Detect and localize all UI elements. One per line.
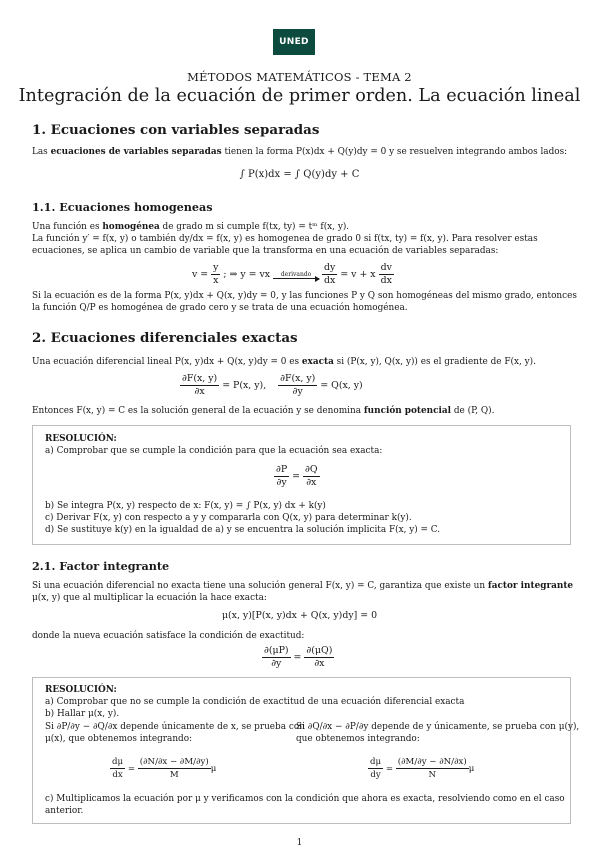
mu-x-equation: $\frac{d\mu}{dx}$ = $\frac{(\partial N/\partial x - \partial M/\partial y)}{M}$ μ [112, 757, 217, 780]
factor-step-c-2: anterior. [45, 806, 84, 816]
separated-variables-equation: ∫ P(x)dx = ∫ Q(y)dy + C [239, 169, 360, 180]
exactness-condition: $\frac{\partial P}{\partial y}$ = $\frac{\partial Q}{\partial x}$ [276, 464, 318, 488]
exact-definition: Una ecuación diferencial lineal P(x, y)dx + Q(x, y)dy = 0 es exacta si (P(x, y), Q(x, y)) es el gradiente de F(x, y). [32, 357, 536, 367]
variable-change-equation: v = $\frac{y}{x}$ ; ⇒ y = vx derivando $\frac{dy}{dx}$ = v + x $\frac{dv}{dx}$ [192, 262, 392, 286]
resolution-title: RESOLUCIÓN: [45, 434, 117, 444]
resolution-step-a: a) Comprobar que se cumple la condición para que la ecuación sea exacta: [45, 446, 383, 456]
uned-logo: UNED [273, 29, 315, 55]
homogeneous-text-line-3: ecuaciones, se aplica un cambio de variable que la transforma en una ecuación de variables separadas: [32, 246, 499, 256]
section-1-heading: 1. Ecuaciones con variables separadas [32, 122, 320, 138]
integrating-factor-text-3: donde la nueva ecuación satisface la condición de exactitud: [32, 631, 305, 641]
integrating-factor-equation: μ(x, y)[P(x, y)dx + Q(x, y)dy] = 0 [221, 610, 378, 621]
factor-left-case-1: Si ∂P/∂y − ∂Q/∂x depende únicamente de x, se prueba con [45, 722, 305, 732]
homogeneous-text-line-4: Si la ecuación es de la forma P(x, y)dx + Q(x, y)dy = 0, y las funciones P y Q son homogéneas del mismo grado, entonces [32, 291, 577, 301]
section-2-1-heading: 2.1. Factor integrante [32, 559, 170, 573]
document-kicker: MÉTODOS MATEMÁTICOS - TEMA 2 [187, 70, 412, 84]
factor-step-c-1: c) Multiplicamos la ecuación por μ y verificamos con la condición que ahora es exacta, resolviendo como en el caso [45, 794, 565, 804]
homogeneous-definition: Una función es homogénea de grado m si cumple f(tx, ty) = tᵐ f(x, y). [32, 222, 350, 232]
gradient-equations: $\frac{\partial F(x, y)}{\partial x}$ = P(x, y), $\frac{\partial F(x, y)}{\partial y}$ = Q(x, y) [182, 373, 363, 397]
factor-right-case-1: Si ∂Q/∂x − ∂P/∂y depende de y únicamente, se prueba con μ(y), [296, 722, 580, 732]
new-exactness-condition: $\frac{\partial(\mu P)}{\partial y}$ = $\frac{\partial(\mu Q)}{\partial x}$ [264, 645, 333, 669]
integrating-factor-text-2: μ(x, y) que al multiplicar la ecuación la hace exacta: [32, 593, 267, 603]
resolution-title-2: RESOLUCIÓN: [45, 685, 117, 695]
document-title: Integración de la ecuación de primer orden. La ecuación lineal [18, 86, 581, 106]
page-number: 1 [296, 838, 303, 848]
factor-left-case-2: μ(x), que obtenemos integrando: [45, 734, 193, 744]
factor-step-a: a) Comprobar que no se cumple la condición de exactitud de una ecuación diferencial exacta [45, 697, 465, 707]
potential-function-text: Entonces F(x, y) = C es la solución general de la ecuación y se denomina función potencial de (P, Q). [32, 406, 495, 416]
factor-right-case-2: que obtenemos integrando: [296, 734, 420, 744]
integrating-factor-text-1: Si una ecuación diferencial no exacta tiene una solución general F(x, y) = C, garantiza que existe un factor integrante [32, 581, 574, 591]
resolution-step-c: c) Derivar F(x, y) con respecto a y y compararla con Q(x, y) para determinar k(y). [45, 513, 412, 523]
section-1-paragraph: Las ecuaciones de variables separadas tienen la forma P(x)dx + Q(y)dy = 0 y se resuelven integrando ambos lados: [32, 147, 568, 157]
resolution-step-b: b) Se integra P(x, y) respecto de x: F(x, y) = ∫ P(x, y) dx + k(y) [45, 501, 326, 511]
section-1-1-heading: 1.1. Ecuaciones homogeneas [32, 200, 213, 214]
homogeneous-text-line-2: La función y′ = f(x, y) o también dy/dx = f(x, y) es homogenea de grado 0 si f(tx, ty) = f(x, y). Para resolver estas [32, 234, 538, 244]
homogeneous-text-line-5: la función Q/P es homogénea de grado cero y se trata de una ecuación homogénea. [32, 303, 408, 313]
mu-y-equation: $\frac{d\mu}{dy}$ = $\frac{(\partial M/\partial y - \partial N/\partial x)}{N}$ μ [370, 757, 475, 780]
resolution-step-d: d) Se sustituye k(y) en la igualdad de a) y se encuentra la solución implicita F(x, y) = C. [45, 525, 441, 535]
section-2-heading: 2. Ecuaciones diferenciales exactas [32, 330, 298, 346]
factor-step-b: b) Hallar μ(x, y). [45, 709, 120, 719]
derivation-arrow: derivando [273, 271, 319, 279]
